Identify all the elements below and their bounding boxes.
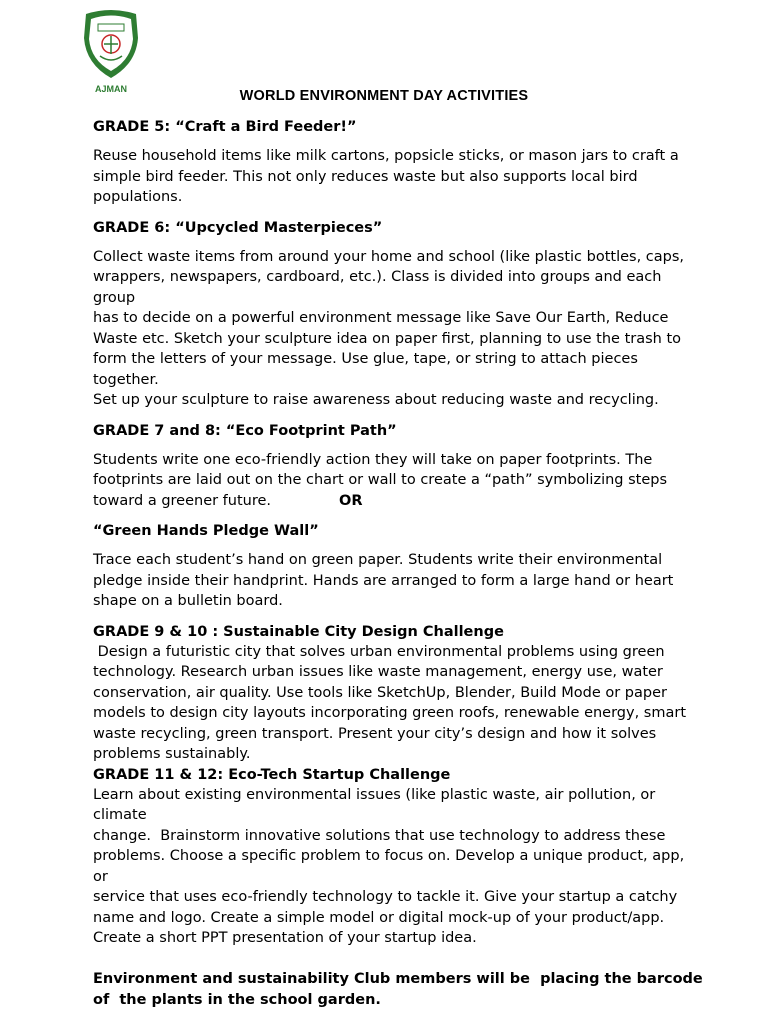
text-line: models to design city layouts incorporating green roofs, renewable energy, smart xyxy=(93,705,687,721)
section-grade-9-10 xyxy=(93,622,693,765)
text-line: populations. xyxy=(93,189,183,205)
text-line: name and logo. Create a simple model or digital mock-up of your product/app. xyxy=(93,909,665,926)
closing-line: Environment and sustainability Club members will be placing the barcode xyxy=(93,970,703,987)
section-grade-6 xyxy=(93,218,693,411)
or-label: OR xyxy=(339,492,363,509)
text-line: Learn about existing environmental issues (like plastic waste, air pollution, or climate xyxy=(93,786,656,823)
text-line: Set up your sculpture to raise awareness about reducing waste and recycling. xyxy=(93,392,659,408)
section-heading: GRADE 5: “Craft a Bird Feeder!” xyxy=(93,119,357,135)
text-line: Students write one eco-friendly action they will take on paper footprints. The xyxy=(93,451,653,468)
text-line: shape on a bulletin board. xyxy=(93,593,283,609)
page-title: WORLD ENVIRONMENT DAY ACTIVITIES xyxy=(239,88,529,104)
text-line: waste recycling, green transport. Present your city’s design and how it solves xyxy=(93,725,657,742)
text-line: conservation, air quality. Use tools like SketchUp, Blender, Build Mode or paper xyxy=(93,684,667,701)
text-line: Collect waste items from around your home and school (like plastic bottles, caps, xyxy=(93,248,685,265)
school-crest-icon xyxy=(78,8,144,80)
closing-line: of the plants in the school garden. xyxy=(93,991,381,1008)
text-line: has to decide on a powerful environment message like Save Our Earth, Reduce xyxy=(93,310,669,326)
text-line: technology. Research urban issues like waste management, energy use, water xyxy=(93,664,663,680)
text-line: wrappers, newspapers, cardboard, etc.). Class is divided into groups and each group xyxy=(93,269,662,306)
text-line: toward a greener future. xyxy=(93,492,272,509)
section-grade-11-12 xyxy=(93,765,693,949)
text-line: form the letters of your message. Use glue, tape, or string to attach pieces together. xyxy=(93,351,638,388)
closing-note xyxy=(93,969,703,1011)
section-green-hands xyxy=(93,521,693,612)
section-grade-5 xyxy=(93,117,693,208)
section-heading: GRADE 11 & 12: Eco-Tech Startup Challenge xyxy=(93,766,451,783)
text-line: simple bird feeder. This not only reduces waste but also supports local bird xyxy=(93,168,638,185)
text-line: Design a futuristic city that solves urban environmental problems using green xyxy=(93,643,665,660)
text-line: problems sustainably. xyxy=(93,746,251,762)
text-line: Waste etc. Sketch your sculpture idea on paper first, planning to use the trash to xyxy=(93,330,682,347)
section-heading: GRADE 7 and 8: “Eco Footprint Path” xyxy=(93,422,397,439)
text-line: footprints are laid out on the chart or wall to create a “path” symbolizing steps xyxy=(93,472,668,488)
text-line: Reuse household items like milk cartons, popsicle sticks, or mason jars to craft a xyxy=(93,148,679,164)
section-heading: GRADE 6: “Upcycled Masterpieces” xyxy=(93,219,383,236)
text-line: problems. Choose a specific problem to focus on. Develop a unique product, app, or xyxy=(93,848,685,885)
section-grade-7-8 xyxy=(93,421,693,512)
logo-caption: AJMAN xyxy=(94,84,127,94)
text-line: Create a short PPT presentation of your startup idea. xyxy=(93,930,477,946)
text-line: service that uses eco-friendly technology to tackle it. Give your startup a catchy xyxy=(93,889,678,905)
school-logo xyxy=(78,8,144,94)
section-heading: “Green Hands Pledge Wall” xyxy=(93,523,319,539)
document-body xyxy=(93,117,703,1011)
text-line: Trace each student’s hand on green paper. Students write their environmental xyxy=(93,552,663,568)
section-heading: GRADE 9 & 10 : Sustainable City Design Challenge xyxy=(93,623,504,640)
text-line: pledge inside their handprint. Hands are arranged to form a large hand or heart xyxy=(93,572,674,589)
text-line: change. Brainstorm innovative solutions that use technology to address these xyxy=(93,827,666,844)
